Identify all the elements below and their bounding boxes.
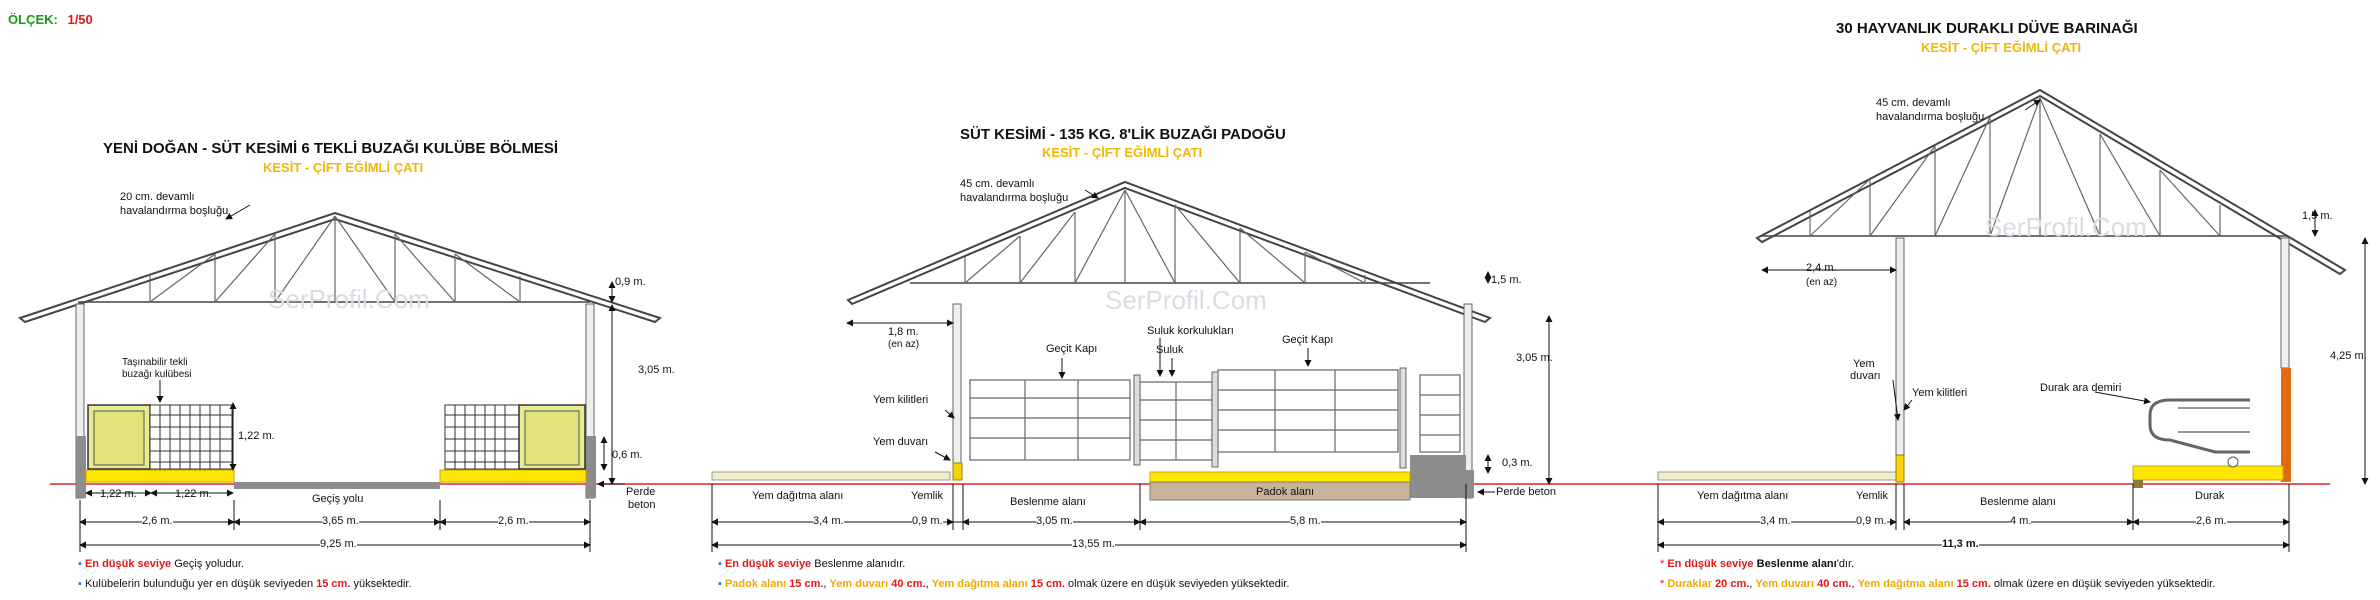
s2-note-1: ▪ En düşük seviye Beslenme alanıdır. — [718, 558, 906, 570]
s3-note-1: * En düşük seviye Beslenme alanı'dır. — [1660, 558, 1855, 570]
s3-subtitle: KESİT - ÇİFT EĞİMLİ ÇATI — [1921, 40, 2082, 55]
s2-dim-overhang-note: (en az) — [888, 339, 920, 350]
s3-note-2-r1: 20 cm. — [1711, 578, 1750, 590]
s3-title: 30 HAYVANLIK DURAKLI DÜVE BARINAĞI — [1836, 20, 2138, 37]
s2-rail: Suluk korkulukları — [1147, 325, 1234, 337]
s3-dim-roof: 1,5 m. — [2302, 210, 2333, 222]
s3-dim-b: 0,9 m. — [1856, 515, 1887, 527]
s2-note-2-r1: 15 cm. — [786, 578, 824, 590]
s2-gate-2: Geçit Kapı — [1282, 334, 1334, 346]
s1-note-2: ▪ Kulübelerin bulunduğu yer en düşük seviyeden 15 cm. yüksektedir. — [78, 578, 412, 590]
s2-feeding: Beslenme alanı — [1010, 496, 1086, 508]
s3-note-2-r2: 40 cm. — [1814, 578, 1852, 590]
s3-note-1-mid: Beslenme alanı — [1753, 558, 1837, 570]
s1-note-1: ▪ En düşük seviye Geçiş yoludur. — [78, 558, 244, 570]
s2-trough: Yemlik — [911, 490, 943, 502]
watermark-3: SerProfil.Com — [1985, 212, 2147, 242]
s1-perde-1: Perde — [626, 486, 656, 498]
s2-dim-c: 3,05 m. — [1036, 515, 1073, 527]
scale-key: ÖLÇEK: — [8, 12, 58, 27]
s1-title: YENİ DOĞAN - SÜT KESİMİ 6 TEKLİ BUZAĞI KULÜBE BÖLMESİ — [103, 140, 559, 157]
s3-vent-2: havalandırma boşluğu — [1876, 111, 1985, 123]
s2-waterer: Suluk — [1156, 344, 1184, 356]
s1-hutch-1: Taşınabilir tekli — [122, 357, 188, 368]
s2-vent-1: 45 cm. devamlı — [960, 178, 1035, 190]
s1-dim-left: 2,6 m. — [142, 515, 173, 527]
s1-dim-wall: 0,6 m. — [612, 449, 643, 461]
s1-dim-total: 9,25 m. — [320, 538, 357, 550]
s2-note-2-r2: 40 cm. — [888, 578, 926, 590]
s3-dim-a: 3,4 m. — [1760, 515, 1791, 527]
s3-locks: Yem kilitleri — [1912, 387, 1968, 399]
s2-note-2-post: olmak üzere en düşük seviyeden yüksektedir. — [1064, 578, 1290, 590]
s2-feedwall: Yem duvarı — [873, 436, 929, 448]
s2-dim-d: 5,8 m. — [1290, 515, 1321, 527]
s1-note-2-pre: Kulübelerin bulunduğu yer en düşük seviyeden — [84, 578, 317, 590]
s3-dim-total: 11,3 m. — [1942, 538, 1979, 550]
s1-dim-height: 3,05 m. — [638, 364, 675, 376]
s1-grid-left — [150, 405, 232, 469]
s2-vent-2: havalandırma boşluğu — [960, 192, 1069, 204]
s3-note-1-red: En düşük seviye — [1667, 558, 1754, 570]
s2-dim-height: 3,05 m. — [1516, 352, 1553, 364]
s1-perde-2: beton — [628, 499, 656, 511]
s2-feed-area: Yem dağıtma alanı — [752, 490, 844, 502]
s2-dim-a: 3,4 m. — [813, 515, 844, 527]
s1-dim-right: 2,6 m. — [498, 515, 529, 527]
s2-note-2-y1: Padok alanı — [724, 578, 787, 590]
s2-subtitle: KESİT - ÇİFT EĞİMLİ ÇATI — [1042, 145, 1203, 160]
s2-dim-overhang: 1,8 m. — [888, 326, 919, 338]
s2-note-2-sep2: , — [925, 578, 932, 590]
scale-value: 1/50 — [67, 12, 93, 27]
s2-perde: Perde beton — [1496, 486, 1556, 498]
s3-feedwall-1: Yem — [1853, 358, 1875, 370]
s2-note-2-y2: Yem duvarı — [829, 578, 889, 590]
s3-note-2-sep1: , — [1749, 578, 1756, 590]
s3-feed-area: Yem dağıtma alanı — [1697, 490, 1789, 502]
s1-hutch-2: buzağı kulübesi — [122, 369, 192, 380]
s3-stall: Durak — [2195, 490, 2225, 502]
s3-dim-height: 4,25 m. — [2330, 350, 2367, 362]
s3-dim-d: 2,6 m. — [2196, 515, 2227, 527]
s1-subtitle: KESİT - ÇİFT EĞİMLİ ÇATI — [263, 160, 424, 175]
s1-dim-roof: 0,9 m. — [615, 276, 646, 288]
watermark-2: SerProfil.Com — [1105, 285, 1267, 315]
s3-note-1-rest: 'dır. — [1836, 558, 1855, 570]
s3-note-2-y3: Yem dağıtma alanı — [1857, 578, 1954, 590]
s2-note-1-rest: Beslenme alanıdır. — [811, 558, 906, 570]
s2-dim-wall: 0,3 m. — [1502, 457, 1533, 469]
s1-note-2-red: 15 cm. — [316, 578, 351, 590]
s3-trough: Yemlik — [1856, 490, 1888, 502]
s3-note-2-post: olmak üzere en düşük seviyeden yüksektedir. — [1990, 578, 2216, 590]
s2-dim-roof: 1,5 m. — [1491, 274, 1522, 286]
watermark-1: SerProfil.Com — [268, 284, 430, 314]
s2-note-2-y3: Yem dağıtma alanı — [931, 578, 1028, 590]
s2-title: SÜT KESİMİ - 135 KG. 8'LİK BUZAĞI PADOĞU — [960, 126, 1286, 143]
s3-dim-overhang: 2,4 m. — [1806, 262, 1837, 274]
s2-note-2-sep1: , — [823, 578, 830, 590]
s1-dim-hutch: 1,22 m. — [238, 430, 275, 442]
s3-note-2-sep2: , — [1851, 578, 1858, 590]
s2-note-2-r3: 15 cm. — [1027, 578, 1065, 590]
s3-note-2-y2: Yem duvarı — [1755, 578, 1815, 590]
s3-note-2: * Duraklar 20 cm., Yem duvarı 40 cm., Yem dağıtma alanı 15 cm. olmak üzere en düşük seviyeden yüksektedir. — [1660, 578, 2216, 590]
s1-grid-right — [445, 405, 519, 469]
s1-vent-2: havalandırma boşluğu — [120, 205, 229, 217]
scale-label — [8, 12, 93, 27]
s3-vent-1: 45 cm. devamlı — [1876, 97, 1951, 109]
s2-dim-b: 0,9 m. — [912, 515, 943, 527]
section3-drawing — [1658, 90, 2365, 552]
s1-passage: Geçiş yolu — [312, 493, 364, 505]
s2-gate-1: Geçit Kapı — [1046, 343, 1098, 355]
s1-vent-1: 20 cm. devamlı — [120, 191, 195, 203]
s3-dim-c: 4 m. — [2010, 515, 2032, 527]
s3-note-2-y1: Duraklar — [1667, 578, 1712, 590]
s1-note-2-post: yüksektedir. — [350, 578, 412, 590]
s2-paddock: Padok alanı — [1256, 486, 1315, 498]
s2-dim-total: 13,55 m. — [1072, 538, 1115, 550]
s3-dim-overhang-note: (en az) — [1806, 277, 1838, 288]
s3-roof — [1757, 90, 2345, 274]
s2-locks: Yem kilitleri — [873, 394, 929, 406]
s1-note-1-red: En düşük seviye — [84, 558, 172, 570]
s3-note-2-r3: 15 cm. — [1953, 578, 1991, 590]
s1-dim-b: 1,22 m. — [175, 488, 212, 500]
s1-dim-a: 1,22 m. — [100, 488, 137, 500]
s3-feedwall-2: duvarı — [1850, 370, 1881, 382]
s3-feeding: Beslenme alanı — [1980, 496, 2056, 508]
s1-dim-mid: 3,65 m. — [322, 515, 359, 527]
s2-note-2: ▪ Padok alanı 15 cm., Yem duvarı 40 cm., Yem dağıtma alanı 15 cm. olmak üzere en düşük seviyeden yüksektedir. — [718, 578, 1290, 590]
s2-note-1-red: En düşük seviye — [724, 558, 812, 570]
s1-note-1-rest: Geçiş yoludur. — [171, 558, 244, 570]
s3-divider: Durak ara demiri — [2040, 382, 2122, 394]
